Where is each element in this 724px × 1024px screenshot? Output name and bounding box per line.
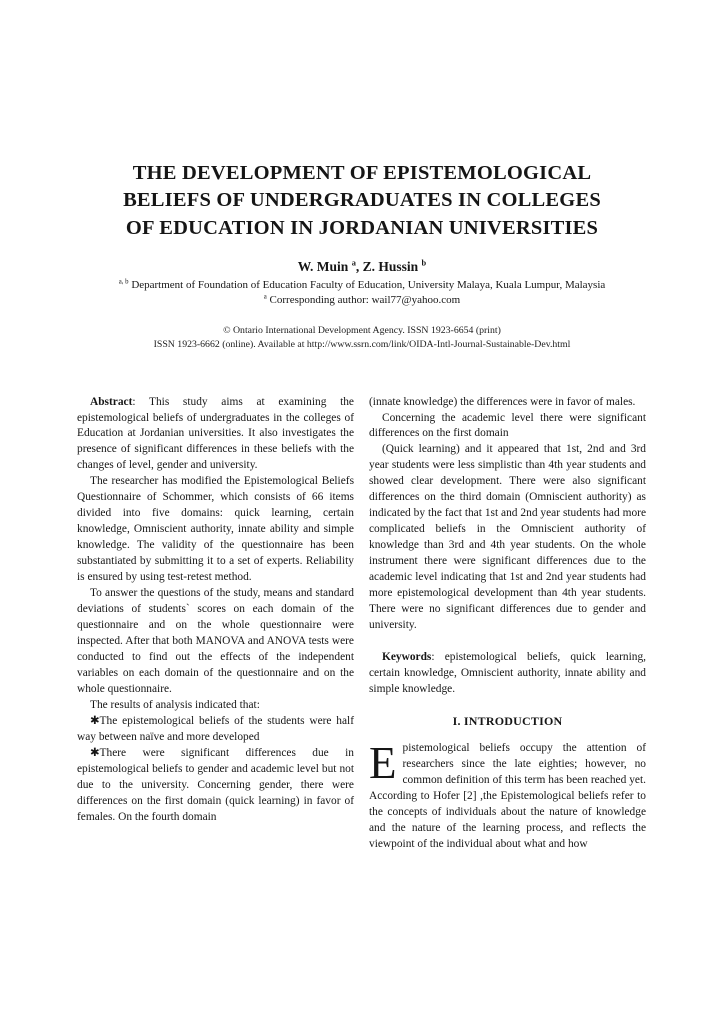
body-columns xyxy=(77,395,647,853)
keywords-text: : epistemological beliefs, quick learning, certain knowledge, Omniscient authority, innate ability and simple knowledge. xyxy=(369,651,646,696)
corresponding-author-line xyxy=(0,294,724,306)
imprint-line-1: © Ontario International Development Agency. ISSN 1923-6654 (print) xyxy=(223,325,501,337)
author-2-name: Z. Hussin xyxy=(362,258,422,274)
author-1-affiliation-mark: a xyxy=(351,258,356,268)
corresponding-superscript: a xyxy=(263,293,267,301)
abstract-paragraph-3: To answer the questions of the study, means and standard deviations of students` scores on each domain of the questionnaire and on the whole questionnaire were inspected. After that both MANOVA and ANOVA tests were conducted to find out the effects of the independent variables on each domain of the questionnaire and on the whole questionnaire. xyxy=(77,587,354,695)
imprint-line-2: ISSN 1923-6662 (online). Available at http://www.ssrn.com/link/OIDA-Intl-Journal-Sustainable-Dev.html xyxy=(153,339,571,351)
introduction-drop-cap: E xyxy=(369,737,397,788)
abstract-label: Abstract xyxy=(90,395,133,408)
imprint-block xyxy=(0,324,724,352)
abstract-result-bullet-1: ✱The epistemological beliefs of the students were half way between naïve and more developed xyxy=(77,714,354,743)
abstract-continuation: (innate knowledge) the differences were in favor of males. xyxy=(369,395,636,408)
authors-separator: , xyxy=(355,258,363,274)
abstract-result-bullet-2: ✱There were significant differences due in epistemological beliefs to gender and academic level but not due to the university. Concerning gender, there were differences on the first domain (quick learning) in favor of females. On the fourth domain xyxy=(77,746,354,823)
abstract-results-lead: The results of analysis indicated that: xyxy=(90,698,260,711)
affiliation-text: Department of Foundation of Education Faculty of Education, University Malaya, Kuala Lumpur, Malaysia xyxy=(128,278,606,291)
paper-title-line-2: BELIEFS OF UNDERGRADUATES IN COLLEGES xyxy=(123,189,601,212)
right-column xyxy=(369,395,646,853)
abstract-paragraph-6: (Quick learning) and it appeared that 1st, 2nd and 3rd year students were less simplistic than 4th year students and showed clear development. There were also significant differences on the third domain (Omniscient authority) as indicated by the fact that 1st and 2nd year students had more complicated beliefs in the Omniscient authority of knowledge than 3rd and 4th year students. On the whole instrument there were significant differences due to the academic level indicating that 1st and 2nd year students had more epistemological development than 4th year students. There were no significant differences due to gender and university. xyxy=(369,443,646,632)
introduction-paragraph-text: pistemological beliefs occupy the attention of researchers since the late eighties; however, no common definition of this term has been reached yet. According to Hofer [2] ,the Epistemological beliefs refer to the concepts of individuals about the nature of knowledge and the nature of the learning process, and reflects the viewpoint of the individual about what and how xyxy=(369,741,646,850)
authors-line xyxy=(0,259,724,275)
paper-title-line-1: THE DEVELOPMENT OF EPISTEMOLOGICAL xyxy=(132,162,592,184)
paper-title-line-3: OF EDUCATION IN JORDANIAN UNIVERSITIES xyxy=(125,216,599,239)
affiliation-superscript: a, b xyxy=(118,278,129,286)
abstract-paragraph-1 xyxy=(77,395,354,475)
author-2-affiliation-mark: b xyxy=(421,258,427,268)
introduction-paragraph xyxy=(369,737,646,853)
corresponding-text: Corresponding author: wail77@yahoo.com xyxy=(266,294,461,307)
paper-title xyxy=(97,0,627,242)
author-1-name: W. Muin xyxy=(297,258,352,274)
affiliation-line xyxy=(92,278,632,293)
abstract-paragraph-1-text: : This study aims at examining the epistemological beliefs of undergraduates in the colleges of Education at Jordanian universities. It also investigates the presence of significant differences in these beliefs with the changes of level, gender and university. xyxy=(77,395,354,472)
keywords-paragraph xyxy=(369,650,646,698)
left-column xyxy=(77,395,354,853)
introduction-heading: I. INTRODUCTION xyxy=(452,713,563,728)
keywords-label: Keywords xyxy=(382,651,432,664)
abstract-paragraph-5: Concerning the academic level there were significant differences on the first domain xyxy=(369,411,646,440)
abstract-paragraph-2: The researcher has modified the Epistemological Beliefs Questionnaire of Schommer, which consists of 66 items divided into five domains: quick learning, certain knowledge, Omniscient authority, innate ability and simple knowledge. The validity of the questionnaire has been substantiated by submitting it to a set of experts. Reliability is ensured by using test-retest method. xyxy=(77,475,354,584)
